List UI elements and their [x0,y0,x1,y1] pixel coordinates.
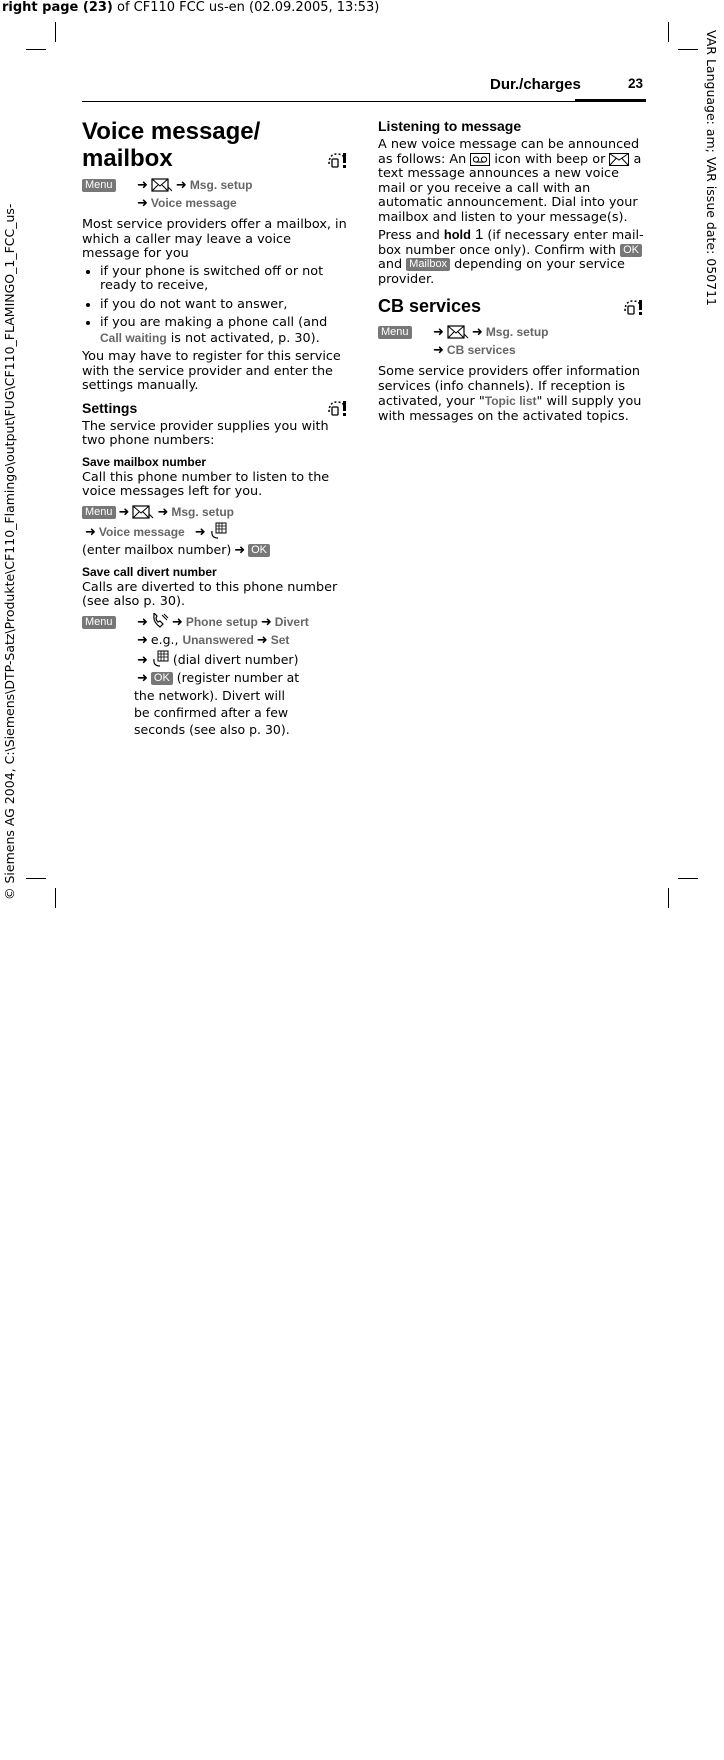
listening-text [378,138,644,225]
side-note-left [2,203,18,1760]
save-mailbox-heading: Save mailbox number [82,454,207,469]
settings-text: The service provider supplies you with two phone numbers: [82,418,329,448]
arrow-icon: ➜ [137,614,148,630]
menu-item-msg-setup: Msg. setup [189,178,253,192]
arrow-icon: ➜ [137,178,148,193]
menu-item-voice-message: Voice message [150,196,237,210]
listening-text-part: icon with beep or [490,151,610,167]
list-item-text: if you are making a phone call (and [100,315,328,330]
menu-path [378,323,644,359]
press-text-part: and [378,257,407,272]
print-header [2,0,379,15]
register-note-line: seconds (see also p. 30). [134,721,290,737]
crop-mark [668,22,669,42]
listening-heading: Listening to message [378,118,522,134]
mailbox-key: Mailbox [406,258,450,271]
cb-services-heading [378,295,644,317]
menu-item-msg-setup: Msg. setup [485,325,549,339]
arrow-icon: ➜ [471,325,483,340]
arrow-icon: ➜ [234,542,246,558]
menu-key: Menu [82,616,116,629]
listening-text-part: A new voice message can be announced as follows: An [378,137,640,167]
network-service-icon [326,150,348,170]
ok-key: OK [248,544,270,557]
section-title-text: Voice message/ mailbox [82,118,261,172]
save-divert-text: Calls are diverted to this phone number (see also p. 30). [82,579,338,609]
network-service-icon [622,297,644,317]
keypad-icon [151,649,169,667]
menu-path [82,176,348,212]
menu-key: Menu [82,179,116,192]
keypad-icon [209,521,227,539]
ok-key: OK [620,244,642,257]
arrow-icon: ➜ [137,652,148,668]
voicemail-icon [470,153,490,166]
menu-item-voice-message: Voice message [98,524,185,539]
settings-heading-text: Settings [82,399,138,416]
arrow-icon: ➜ [433,325,444,340]
topic-list-keyword: Topic list [484,394,537,408]
crop-mark [678,49,698,50]
save-divert-heading: Save call divert number [82,564,217,579]
arrow-icon: ➜ [137,670,148,686]
page-number: 23 [628,76,644,91]
envelope-icon [609,153,629,166]
envelope-icon [151,178,173,192]
register-text: You may have to register for this service with the service provider and enter the settings manually. [82,349,341,393]
cb-services-heading-text: CB services [378,296,482,316]
save-mailbox-text: Call this phone number to listen to the voice messages left for you. [82,469,330,499]
menu-item-set: Set [270,632,290,647]
menu-path [82,613,348,738]
key-1: 1 [474,226,484,243]
register-note: (register number at [176,669,300,685]
crop-mark [26,49,46,50]
menu-item-unanswered: Unanswered [182,632,254,647]
header-rule-accent [575,99,646,102]
crop-mark [26,878,46,879]
arrow-icon: ➜ [433,343,444,358]
press-text [378,228,644,287]
arrow-icon: ➜ [85,524,96,540]
menu-item-msg-setup: Msg. setup [171,504,235,519]
left-column [82,118,348,744]
var-language-text: VAR Language: am; VAR issue date: 050711 [704,30,719,306]
ok-key: OK [151,672,173,685]
arrow-icon: ➜ [260,614,272,630]
arrow-icon: ➜ [171,614,183,630]
register-note-line: be confirmed after a few [134,704,289,720]
arrow-icon: ➜ [137,632,148,648]
arrow-icon: ➜ [157,504,169,520]
network-service-icon [326,398,348,418]
right-column [378,118,644,427]
example-text: e.g., [150,631,183,647]
cb-text-part: " will supply you with messages on the activated topics. [378,394,642,424]
menu-key: Menu [82,506,116,519]
running-head: Dur./charges [490,76,581,93]
menu-path [82,503,348,559]
press-text-part: (if necessary enter mail-box number once only). Confirm with [378,228,644,258]
menu-key: Menu [378,326,412,339]
intro-text: Most service providers offer a mailbox, in which a caller may leave a voice message for you [82,217,347,261]
envelope-icon [132,505,154,519]
phone-icon [151,613,169,629]
listening-text-part: a text message announces a new voice mail or you receive a call with an automatic announcement. Dial into your mailbox and listen to your message(s). [378,151,642,225]
arrow-icon: ➜ [256,632,268,648]
menu-item-phone-setup: Phone setup [185,614,258,629]
cb-services-text [378,365,644,424]
arrow-icon: ➜ [194,524,206,540]
print-header-page: right page (23) [2,0,113,15]
arrow-icon: ➜ [137,196,148,211]
conditions-list [82,265,348,347]
register-note-line: the network). Divert will [134,687,285,703]
list-item: • if you do not want to answer, [100,298,348,313]
cb-text-part: Some service providers offer information services (info channels). If reception is activated, your " [378,364,641,409]
enter-mailbox-number: (enter mailbox number) [82,541,232,557]
header-rule [82,101,646,102]
list-item: • if your phone is switched off or not ready to receive, [100,265,348,294]
file-path-text: © Siemens AG 2004, C:\Siemens\DTP-Satz\Produkte\CF110_Flamingo\output\FUG\CF110_FLAMINGO_1_FCC_us- [2,203,17,900]
menu-item-divert: Divert [274,614,309,629]
press-text-part: Press and [378,228,444,243]
crop-mark [678,878,698,879]
menu-item-cb-services: CB services [446,343,516,357]
crop-mark [55,888,56,908]
crop-mark [668,888,669,908]
hold-keyword: hold [443,227,471,242]
section-title [82,118,348,172]
side-note-right [703,30,719,400]
list-item [100,316,348,346]
arrow-icon: ➜ [175,178,187,193]
arrow-icon: ➜ [118,504,130,520]
press-text-part: depending on your service provider. [378,257,625,287]
print-header-info: of CF110 FCC us-en (02.09.2005, 13:53) [112,0,380,15]
crop-mark [55,22,56,42]
list-item-text: is not activated, p. 30). [166,330,320,346]
dial-divert-number: (dial divert number) [172,651,299,667]
call-waiting-keyword: Call waiting [100,330,167,345]
envelope-icon [447,325,469,339]
settings-heading [82,400,348,417]
